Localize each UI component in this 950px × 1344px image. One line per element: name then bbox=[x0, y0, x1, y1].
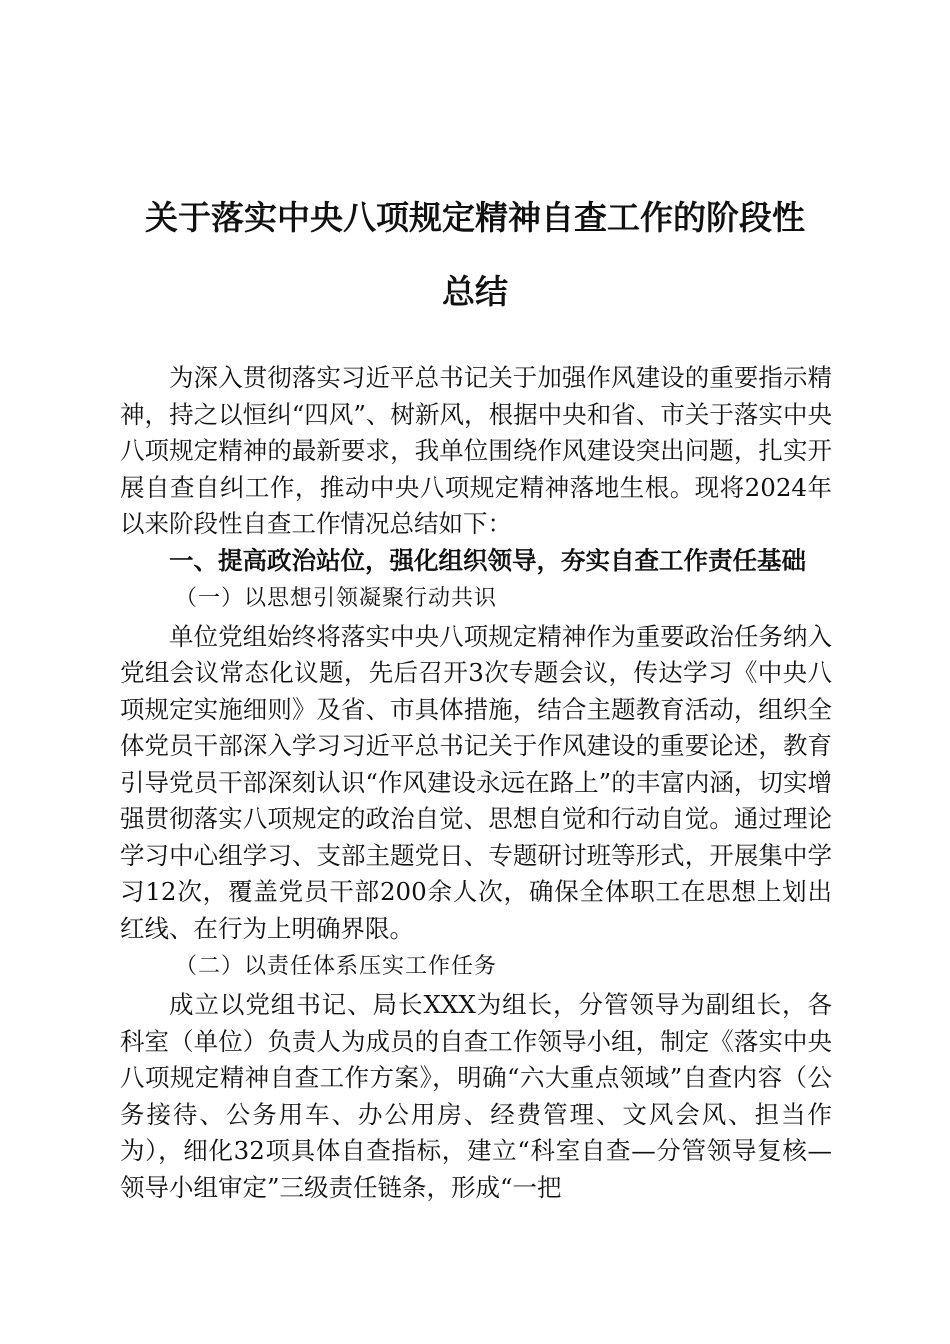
subsection-heading-1: （一）以思想引领凝聚行动共识 bbox=[175, 585, 498, 611]
document-title-line1: 关于落实中央八项规定精神自查工作的阶段性 bbox=[145, 198, 805, 237]
section-heading-1: 一、提高政治站位，强化组织领导，夯实自查工作责任基础 bbox=[169, 545, 806, 575]
intro-paragraph: 为深入贯彻落实习近平总书记关于加强作风建设的重要指示精神，持之以恒纠“四风”、树新风，根据中央和省、市关于落实中央八项规定精神的最新要求，我单位围绕作风建设突出问题，扎实开展自查自纠工作，推动中央八项规定精神落地生根。现将2024年以来阶段性自查工作情况总结如下： bbox=[120, 363, 832, 538]
subsection-paragraph-2: 成立以党组书记、局长XXX为组长，分管领导为副组长，各科室（单位）负责人为成员的自查工作领导小组，制定《落实中央八项规定精神自查工作方案》，明确“六大重点领域”自查内容（公务接待、公务用车、办公用房、经费管理、文风会风、担当作为），细化32项具体自查指标，建立“科室自查—分管领导复核—领导小组审定”三级责任链条，形成“一把 bbox=[120, 990, 832, 1202]
subsection-paragraph-1: 单位党组始终将落实中央八项规定精神作为重要政治任务纳入党组会议常态化议题，先后召开3次专题会议，传达学习《中央八项规定实施细则》及省、市具体措施，结合主题教育活动，组织全体党员干部深入学习习近平总书记关于作风建设的重要论述，教育引导党员干部深刻认识“作风建设永远在路上”的丰富内涵，切实增强贯彻落实八项规定的政治自觉、思想自觉和行动自觉。通过理论学习中心组学习、支部主题党日、专题研讨班等形式，开展集中学习12次，覆盖党员干部200余人次，确保全体职工在思想上划出红线、在行为上明确界限。 bbox=[120, 621, 832, 943]
document-title-line2: 总结 bbox=[442, 272, 508, 311]
document-body bbox=[120, 360, 832, 1206]
subsection-heading-2: （二）以责任体系压实工作任务 bbox=[175, 954, 498, 979]
